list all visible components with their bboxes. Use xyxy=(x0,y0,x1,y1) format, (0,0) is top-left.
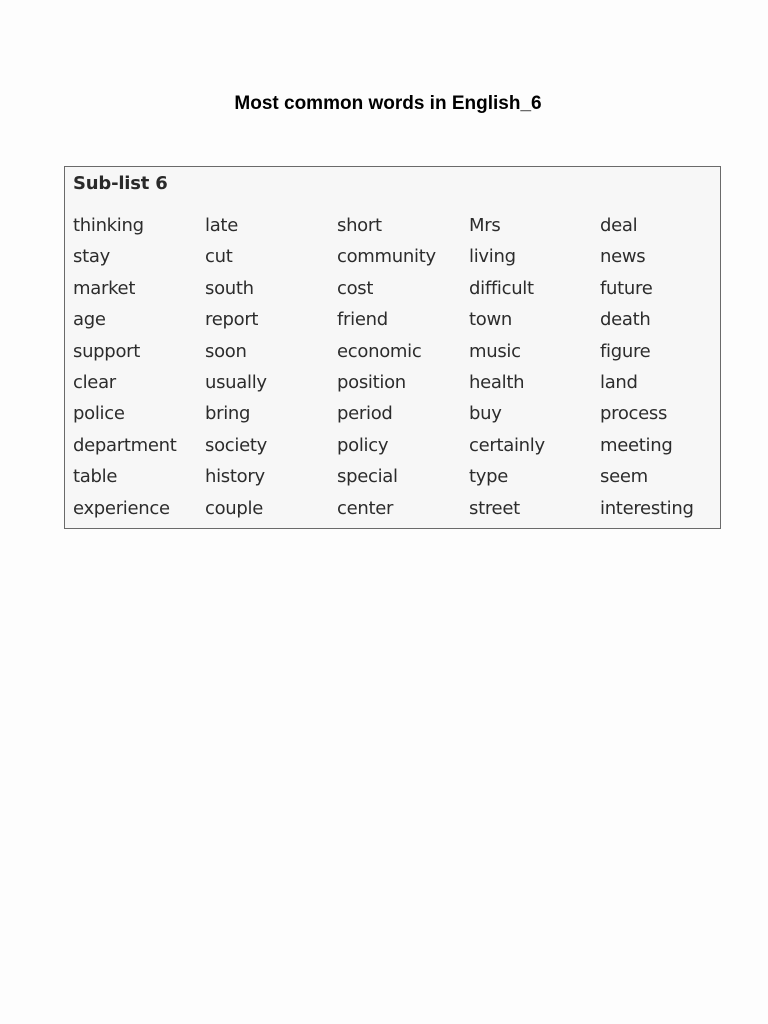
word-cell: health xyxy=(469,371,525,393)
word-cell: south xyxy=(205,277,254,299)
sub-list-box xyxy=(64,166,721,529)
word-cell: process xyxy=(600,403,668,425)
word-cell: living xyxy=(469,246,516,268)
word-cell: center xyxy=(337,497,394,519)
word-cell: Mrs xyxy=(469,215,501,236)
page-title: Most common words in English_6 xyxy=(234,93,542,114)
word-cell: society xyxy=(205,434,267,456)
word-cell: news xyxy=(600,246,646,268)
word-cell: report xyxy=(205,309,259,331)
word-cell: future xyxy=(600,277,653,299)
word-cell: age xyxy=(73,309,106,331)
word-cell: land xyxy=(600,371,638,393)
word-cell: difficult xyxy=(469,277,534,299)
word-cell: clear xyxy=(73,371,116,393)
word-cell: certainly xyxy=(469,434,545,456)
word-cell: street xyxy=(469,497,520,519)
word-cell: special xyxy=(337,466,398,488)
word-cell: friend xyxy=(337,309,388,331)
word-cell: table xyxy=(73,466,118,488)
word-cell: short xyxy=(337,215,382,236)
word-cell: figure xyxy=(600,340,651,362)
sub-list-heading: Sub-list 6 xyxy=(73,173,168,194)
word-cell: death xyxy=(600,309,651,331)
word-cell: cost xyxy=(337,277,374,299)
word-cell: thinking xyxy=(73,215,144,236)
word-cell: experience xyxy=(73,497,170,519)
word-cell: buy xyxy=(469,403,502,425)
word-cell: music xyxy=(469,340,521,362)
word-cell: town xyxy=(469,309,513,331)
word-cell: seem xyxy=(600,466,648,488)
word-cell: type xyxy=(469,466,509,488)
word-cell: stay xyxy=(73,246,110,268)
word-cell: community xyxy=(337,246,436,268)
word-cell: couple xyxy=(205,497,264,519)
word-cell: late xyxy=(205,215,238,236)
word-cell: bring xyxy=(205,403,251,425)
word-cell: soon xyxy=(205,340,247,362)
word-cell: police xyxy=(73,403,125,425)
word-cell: history xyxy=(205,466,265,488)
word-cell: interesting xyxy=(600,497,694,519)
word-cell: support xyxy=(73,340,141,362)
word-cell: usually xyxy=(205,371,267,393)
word-cell: department xyxy=(73,434,177,456)
word-cell: cut xyxy=(205,246,233,268)
word-cell: period xyxy=(337,403,393,425)
word-cell: deal xyxy=(600,215,638,236)
word-cell: market xyxy=(73,277,136,299)
word-grid xyxy=(73,210,720,524)
word-cell: policy xyxy=(337,434,389,456)
word-cell: position xyxy=(337,371,406,393)
word-cell: economic xyxy=(337,340,422,362)
word-cell: meeting xyxy=(600,434,673,456)
